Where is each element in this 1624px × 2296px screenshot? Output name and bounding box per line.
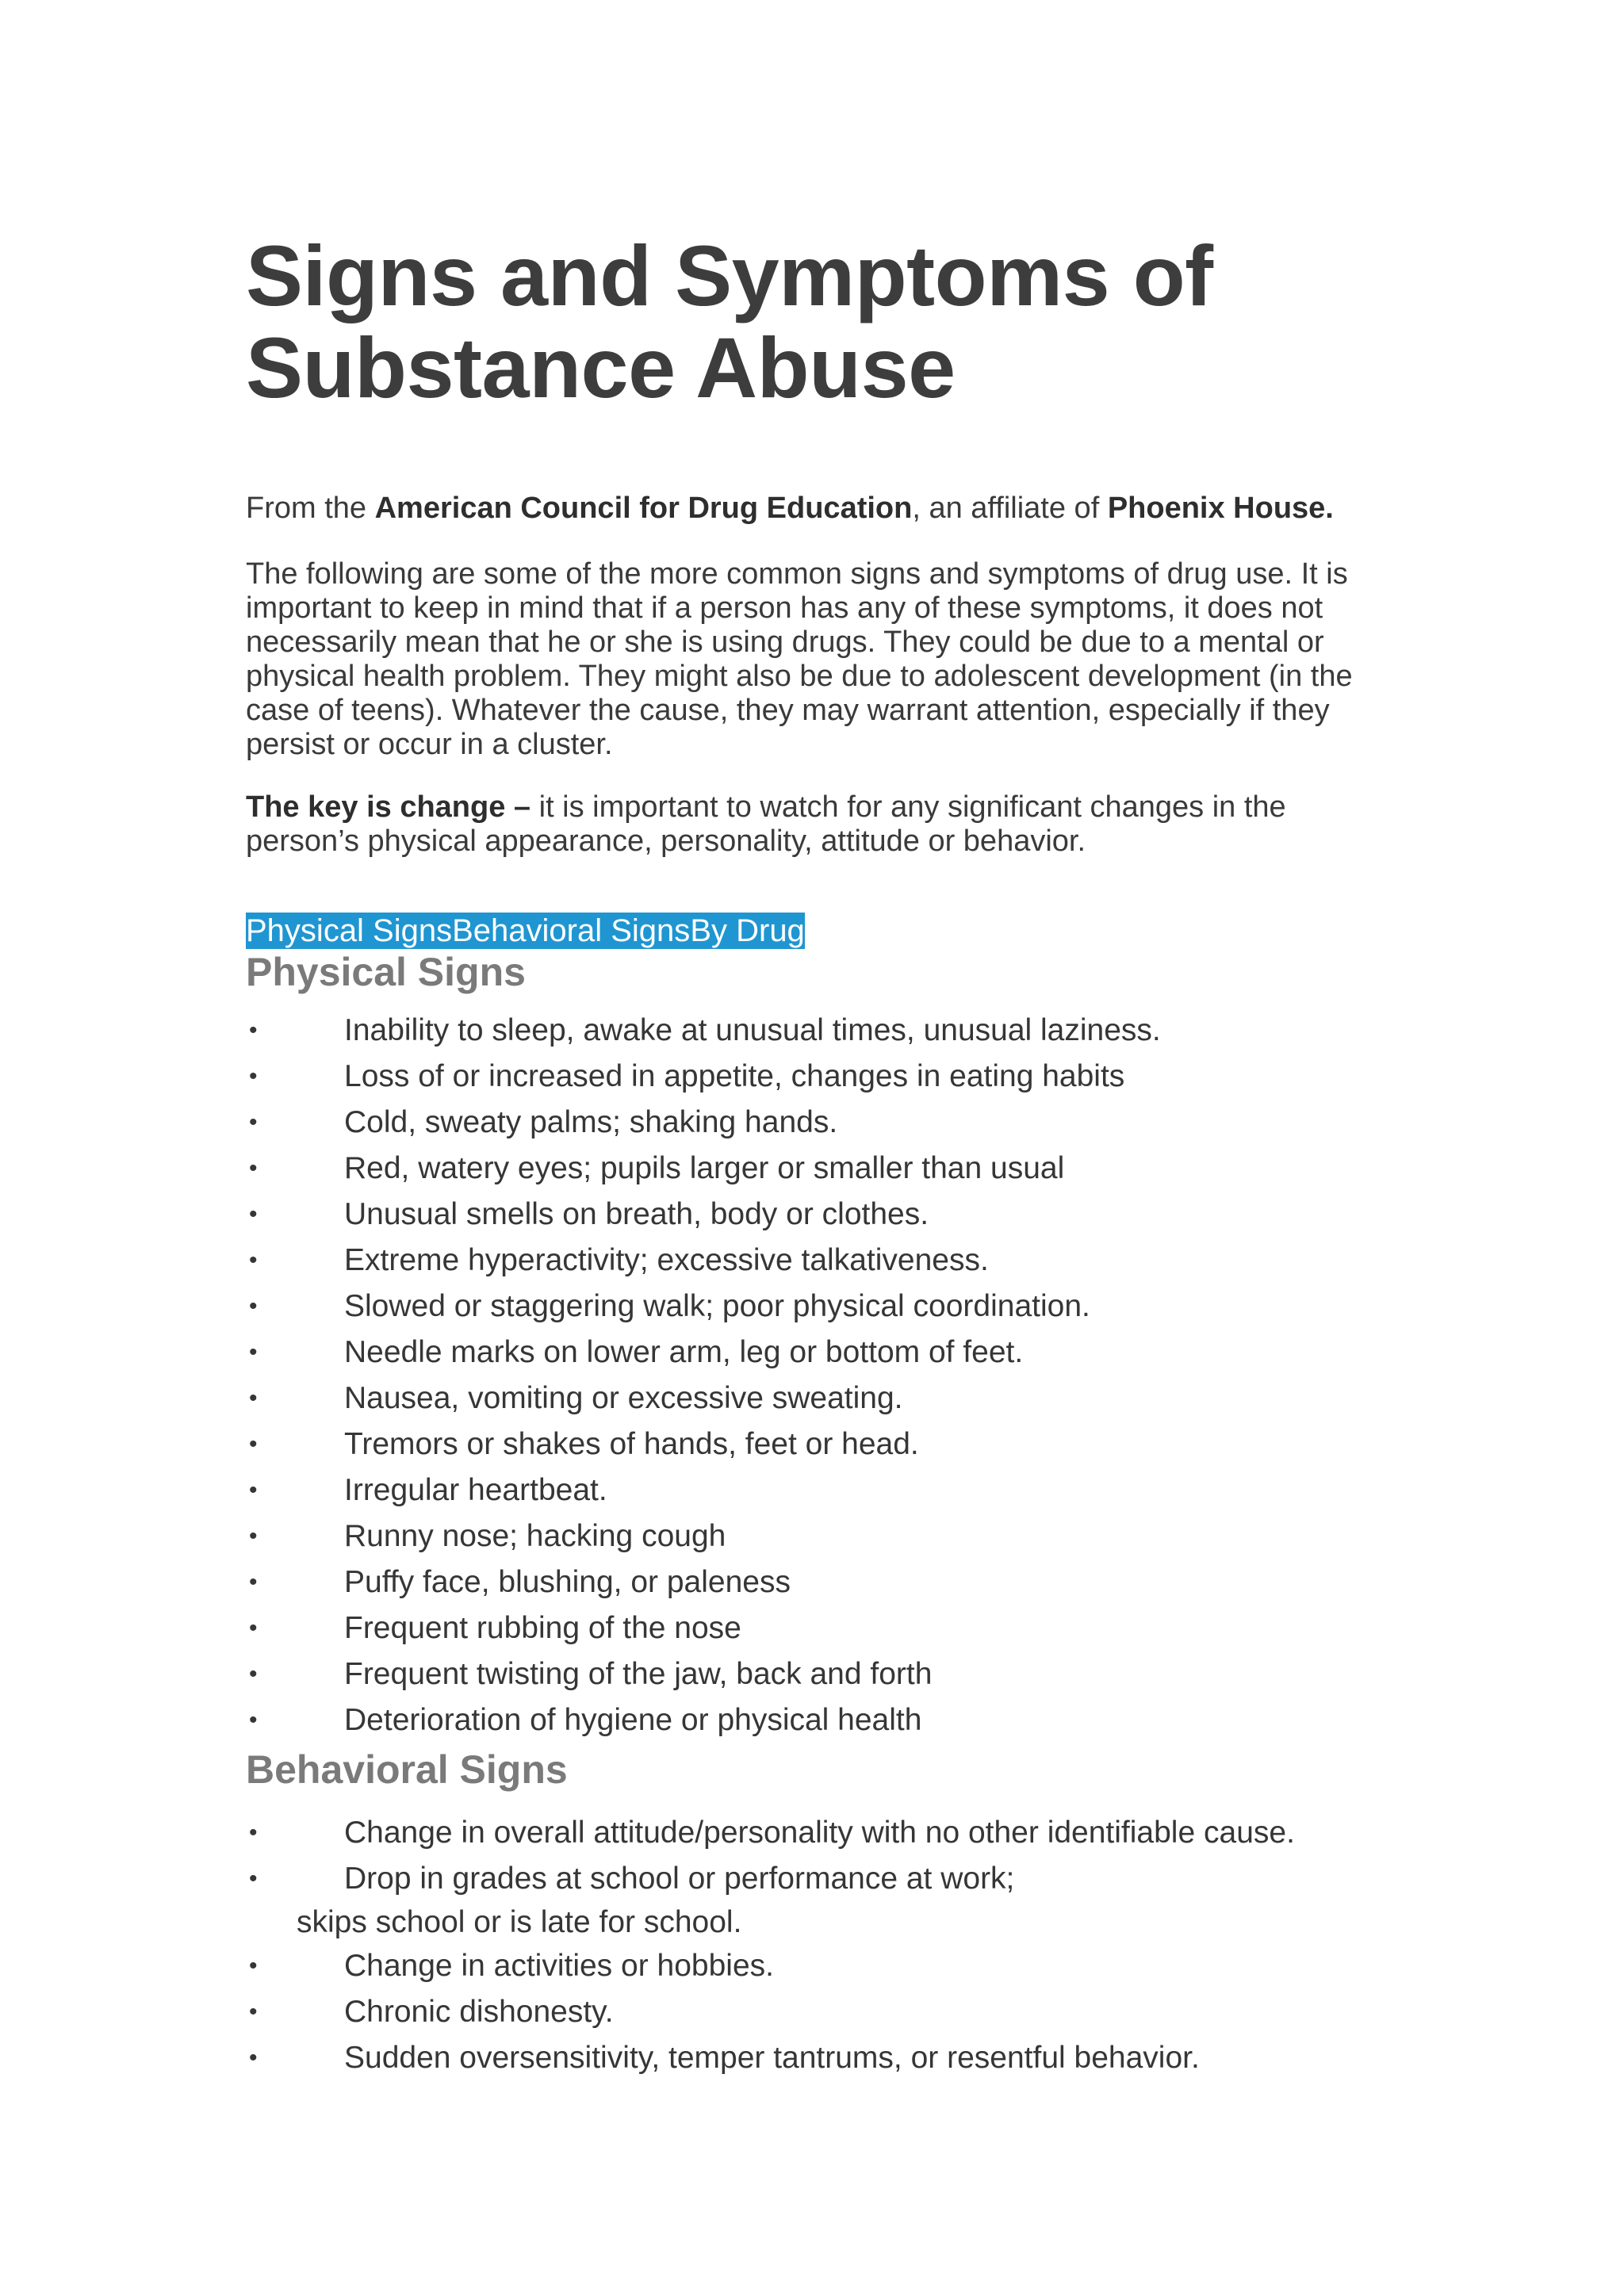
list-item-text: Change in overall attitude/personality with no other identifiable cause. — [344, 1816, 1295, 1850]
list-item — [246, 1513, 1388, 1559]
source-middle: , an affiliate of — [912, 492, 1108, 525]
list-item-text: Needle marks on lower arm, leg or bottom of feet. — [344, 1335, 1024, 1369]
page-title: Signs and Symptoms of Substance Abuse — [246, 228, 1213, 415]
bullet-icon: • — [249, 1661, 258, 1687]
key-text: it is important to watch for any significant changes in the person’s physical appearance, personality, attitude or behavior. — [246, 790, 1286, 858]
list-item-text: Deterioration of hygiene or physical health — [344, 1703, 922, 1737]
list-item — [246, 1008, 1388, 1054]
bullet-icon: • — [249, 1999, 258, 2025]
list-item — [246, 1238, 1388, 1284]
list-item-text: Cold, sweaty palms; shaking hands. — [344, 1105, 838, 1139]
list-item — [246, 1856, 1388, 1943]
section-tabs — [246, 913, 805, 949]
list-item — [246, 1943, 1388, 1989]
list-item-text: Extreme hyperactivity; excessive talkativeness. — [344, 1243, 989, 1277]
bullet-icon: • — [249, 1477, 258, 1503]
list-item-text: Tremors or shakes of hands, feet or head. — [344, 1427, 919, 1461]
list-item-text: Frequent rubbing of the nose — [344, 1611, 741, 1645]
source-line — [246, 492, 1388, 526]
list-item — [246, 1192, 1388, 1238]
list-item-text: Unusual smells on breath, body or clothes. — [344, 1197, 929, 1231]
bullet-icon: • — [249, 1247, 258, 1273]
list-item-text: Red, watery eyes; pupils larger or smaller than usual — [344, 1151, 1065, 1185]
list-item — [246, 1054, 1388, 1100]
list-item-text: Loss of or increased in appetite, changes in eating habits — [344, 1059, 1125, 1093]
bullet-icon: • — [249, 1017, 258, 1043]
list-item — [246, 2035, 1388, 2081]
tab-by-drug[interactable]: By Drug — [690, 913, 805, 948]
bullet-icon: • — [249, 1866, 258, 1892]
physical-signs-list — [246, 1008, 1388, 1743]
list-item-continuation: skips school or is late for school. — [297, 1905, 742, 1939]
list-item — [246, 1651, 1388, 1697]
source-affiliate: Phoenix House. — [1107, 492, 1334, 525]
list-item — [246, 1146, 1388, 1192]
bullet-icon: • — [249, 1523, 258, 1549]
bullet-icon: • — [249, 1385, 258, 1411]
bullet-icon: • — [249, 1201, 258, 1227]
list-item-text: Inability to sleep, awake at unusual times, unusual laziness. — [344, 1013, 1161, 1047]
list-item-text: Frequent twisting of the jaw, back and forth — [344, 1657, 933, 1691]
list-item-text: Runny nose; hacking cough — [344, 1519, 726, 1553]
list-item-text: Sudden oversensitivity, temper tantrums, or resentful behavior. — [344, 2041, 1200, 2075]
tab-behavioral-signs[interactable]: Behavioral Signs — [452, 913, 691, 948]
physical-signs-heading: Physical Signs — [246, 950, 526, 994]
list-item — [246, 1697, 1388, 1743]
bullet-icon: • — [249, 2045, 258, 2071]
list-item — [246, 1376, 1388, 1422]
list-item — [246, 1422, 1388, 1468]
list-item — [246, 1100, 1388, 1146]
document-page — [246, 230, 1388, 2081]
key-paragraph — [246, 790, 1388, 859]
behavioral-signs-list — [246, 1810, 1388, 2081]
list-item — [246, 1810, 1388, 1856]
list-item-text: Nausea, vomiting or excessive sweating. — [344, 1381, 903, 1415]
bullet-icon: • — [249, 1063, 258, 1089]
bullet-icon: • — [249, 1155, 258, 1181]
list-item-text: Slowed or staggering walk; poor physical coordination. — [344, 1289, 1090, 1323]
behavioral-signs-heading: Behavioral Signs — [246, 1747, 568, 1792]
list-item-text: Chronic dishonesty. — [344, 1995, 614, 2029]
list-item — [246, 1559, 1388, 1605]
list-item-text: Puffy face, blushing, or paleness — [344, 1565, 791, 1599]
bullet-icon: • — [249, 1820, 258, 1846]
bullet-icon: • — [249, 1109, 258, 1135]
source-org: American Council for Drug Education — [374, 492, 913, 525]
list-item-text: Irregular heartbeat. — [344, 1473, 607, 1507]
intro-paragraph: The following are some of the more common signs and symptoms of drug use. It is important to keep in mind that if a person has any of these symptoms, it does not necessarily mean that he or she is using drugs. They could be due to a mental or physical health problem. They might also be due to adolescent development (in the case of teens). Whatever the cause, they may warrant attention, especially if they persist or occur in a cluster. — [246, 557, 1353, 761]
list-item-text: Change in activities or hobbies. — [344, 1949, 774, 1983]
bullet-icon: • — [249, 1339, 258, 1365]
bullet-icon: • — [249, 1569, 258, 1595]
source-prefix: From the — [246, 492, 375, 525]
list-item — [246, 1468, 1388, 1513]
list-item — [246, 1989, 1388, 2035]
list-item-text: Drop in grades at school or performance at work; — [344, 1862, 1015, 1896]
bullet-icon: • — [249, 1431, 258, 1457]
key-bold: The key is change – — [246, 790, 531, 824]
bullet-icon: • — [249, 1707, 258, 1733]
list-item — [246, 1605, 1388, 1651]
bullet-icon: • — [249, 1293, 258, 1319]
list-item — [246, 1330, 1388, 1376]
tab-physical-signs[interactable]: Physical Signs — [246, 913, 453, 948]
bullet-icon: • — [249, 1615, 258, 1641]
list-item — [246, 1284, 1388, 1330]
bullet-icon: • — [249, 1953, 258, 1979]
